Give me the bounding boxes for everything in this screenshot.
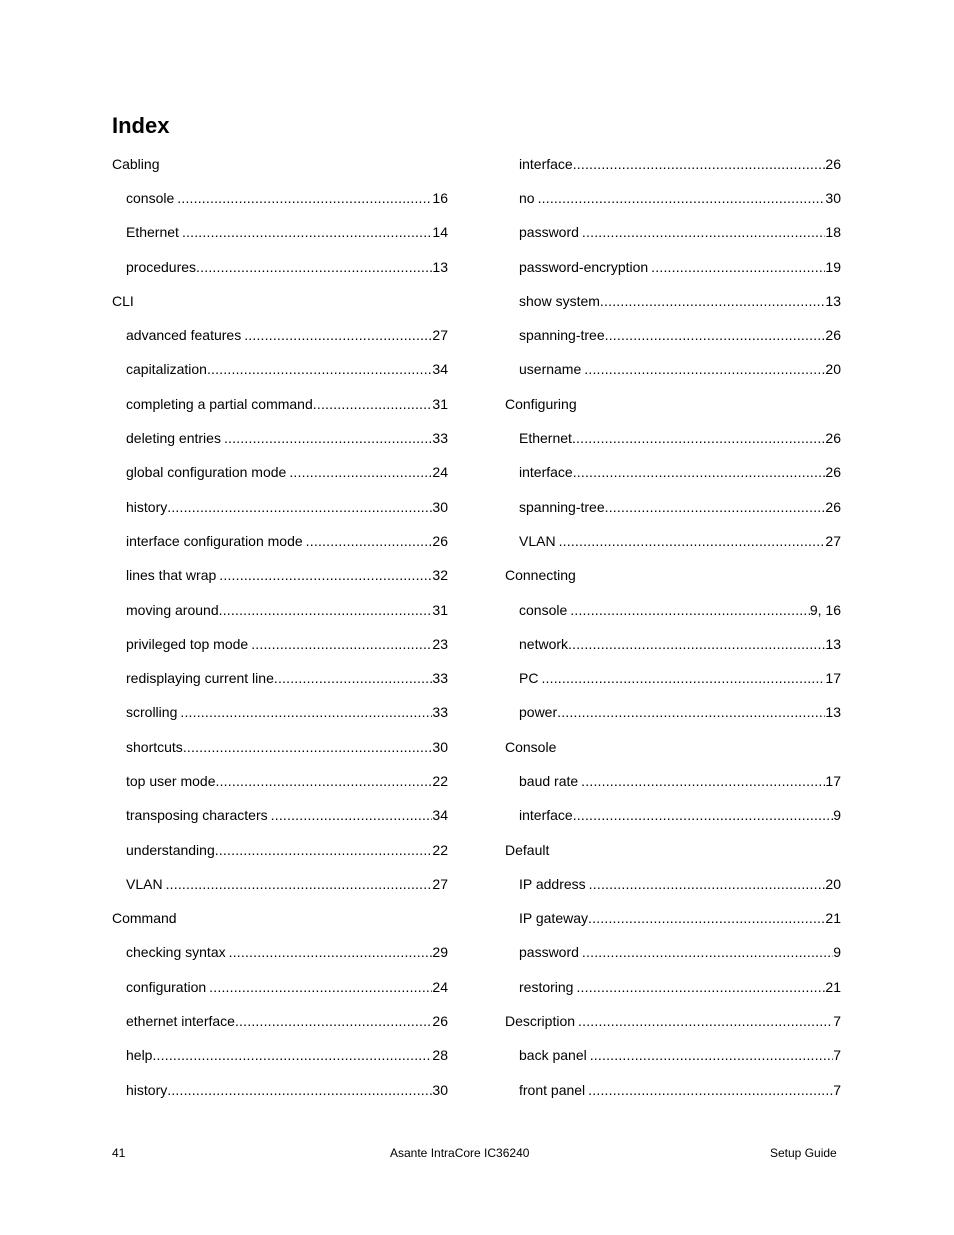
entry-label: deleting entries — [126, 430, 221, 447]
entry-page-number: 27 — [825, 532, 841, 549]
index-column-right — [505, 147, 841, 1107]
index-subentry — [505, 421, 841, 455]
dot-leader — [573, 156, 826, 173]
entry-label: network — [519, 635, 569, 652]
entry-label: interface — [519, 464, 573, 481]
index-subentry — [112, 1004, 448, 1038]
entry-page-number: 26 — [825, 464, 841, 481]
dot-leader — [268, 807, 433, 824]
index-subentry — [112, 524, 448, 558]
index-subentry — [505, 284, 841, 318]
entry-label: IP address — [519, 875, 586, 892]
index-subentry — [112, 593, 448, 627]
dot-leader — [648, 259, 825, 276]
index-subentry — [112, 661, 448, 695]
dot-leader — [572, 430, 825, 447]
entry-page-number: 29 — [432, 944, 448, 961]
entry-page-number: 9, 16 — [809, 601, 841, 618]
dot-leader — [152, 1047, 432, 1064]
entry-label: advanced features — [126, 327, 242, 344]
entry-label: completing a partial command — [126, 395, 313, 412]
dot-leader — [179, 224, 432, 241]
dot-leader — [174, 190, 432, 207]
entry-label: CLI — [112, 292, 134, 309]
entry-label: moving around — [126, 601, 219, 618]
entry-label: scrolling — [126, 704, 178, 721]
dot-leader — [303, 533, 433, 550]
entry-label: VLAN — [126, 875, 163, 892]
dot-leader — [241, 327, 432, 344]
entry-label: shortcuts — [126, 738, 183, 755]
dot-leader — [274, 670, 433, 687]
index-subentry — [112, 867, 448, 901]
entry-page-number: 27 — [432, 875, 448, 892]
index-entry — [505, 1004, 841, 1038]
index-subentry — [112, 559, 448, 593]
entry-label: console — [519, 601, 568, 618]
entry-label: interface — [519, 807, 573, 824]
dot-leader — [226, 944, 433, 961]
index-subentry — [505, 764, 841, 798]
entry-label: transposing characters — [126, 807, 268, 824]
entry-page-number: 22 — [432, 772, 448, 789]
entry-page-number: 18 — [825, 224, 841, 241]
entry-label: password — [519, 944, 579, 961]
entry-page-number: 17 — [825, 772, 841, 789]
dot-leader — [588, 910, 825, 927]
dot-leader — [248, 636, 432, 653]
entry-label: global configuration mode — [126, 464, 287, 481]
entry-page-number: 33 — [432, 430, 448, 447]
entry-label: Command — [112, 910, 177, 927]
index-subentry — [505, 627, 841, 661]
index-subentry — [112, 970, 448, 1004]
index-subentry — [505, 524, 841, 558]
entry-page-number: 7 — [833, 1081, 841, 1098]
entry-page-number: 27 — [432, 327, 448, 344]
index-subentry — [505, 147, 841, 181]
index-subentry — [112, 627, 448, 661]
entry-label: Configuring — [505, 395, 577, 412]
index-column-left — [112, 147, 448, 1107]
entry-page-number: 33 — [432, 670, 448, 687]
entry-label: interface configuration mode — [126, 532, 303, 549]
footer-document-name: Setup Guide — [770, 1146, 837, 1160]
index-entry — [505, 387, 841, 421]
dot-leader — [573, 464, 826, 481]
dot-leader — [206, 979, 432, 996]
entry-page-number: 20 — [825, 875, 841, 892]
dot-leader — [557, 704, 825, 721]
index-subentry — [112, 833, 448, 867]
entry-page-number: 32 — [432, 567, 448, 584]
dot-leader — [567, 602, 810, 619]
index-subentry — [112, 799, 448, 833]
entry-page-number: 26 — [432, 532, 448, 549]
entry-label: Description — [505, 1013, 576, 1030]
entry-label: show system — [519, 292, 600, 309]
entry-page-number: 30 — [825, 189, 841, 206]
entry-page-number: 26 — [825, 498, 841, 515]
dot-leader — [573, 807, 834, 824]
entry-page-number: 28 — [432, 1047, 448, 1064]
entry-page-number: 19 — [825, 258, 841, 275]
entry-label: lines that wrap — [126, 567, 217, 584]
entry-page-number: 14 — [432, 224, 448, 241]
entry-label: password — [519, 224, 579, 241]
entry-page-number: 13 — [825, 704, 841, 721]
index-subentry — [505, 902, 841, 936]
index-subentry — [505, 593, 841, 627]
dot-leader — [575, 1013, 833, 1030]
entry-label: back panel — [519, 1047, 587, 1064]
dot-leader — [587, 1047, 833, 1064]
index-subentry — [112, 216, 448, 250]
entry-label: redisplaying current line — [126, 670, 274, 687]
dot-leader — [573, 979, 825, 996]
entry-label: IP gateway — [519, 910, 589, 927]
index-entry — [505, 730, 841, 764]
entry-label: Ethernet — [519, 430, 572, 447]
entry-label: spanning-tree — [519, 498, 605, 515]
entry-page-number: 30 — [432, 738, 448, 755]
dot-leader — [600, 293, 826, 310]
dot-leader — [535, 190, 826, 207]
index-subentry — [112, 250, 448, 284]
index-subentry — [112, 181, 448, 215]
page-title: Index — [112, 113, 170, 138]
entry-label: capitalization — [126, 361, 207, 378]
entry-label: spanning-tree — [519, 327, 605, 344]
entry-label: procedures — [126, 258, 197, 275]
entry-page-number: 7 — [833, 1047, 841, 1064]
footer-page-number: 41 — [112, 1146, 126, 1160]
dot-leader — [167, 1082, 432, 1099]
dot-leader — [286, 464, 432, 481]
entry-page-number: 13 — [825, 635, 841, 652]
entry-label: Cabling — [112, 155, 160, 172]
index-entry — [112, 902, 448, 936]
entry-page-number: 26 — [432, 1013, 448, 1030]
entry-label: history — [126, 498, 168, 515]
dot-leader — [235, 1013, 432, 1030]
entry-label: configuration — [126, 978, 207, 995]
dot-leader — [605, 499, 826, 516]
index-subentry — [112, 936, 448, 970]
entry-label: interface — [519, 155, 573, 172]
index-subentry — [112, 1073, 448, 1107]
dot-leader — [163, 876, 433, 893]
index-entry — [112, 284, 448, 318]
entry-label: understanding — [126, 841, 215, 858]
entry-label: Console — [505, 738, 557, 755]
index-subentry — [505, 1073, 841, 1107]
index-subentry — [505, 353, 841, 387]
dot-leader — [585, 1082, 833, 1099]
entry-page-number: 34 — [432, 361, 448, 378]
entry-page-number: 24 — [432, 464, 448, 481]
dot-leader — [207, 361, 432, 378]
entry-page-number: 30 — [432, 1081, 448, 1098]
entry-label: front panel — [519, 1081, 586, 1098]
entry-page-number: 31 — [432, 601, 448, 618]
index-subentry — [112, 764, 448, 798]
index-subentry — [112, 730, 448, 764]
entry-label: password-encryption — [519, 258, 649, 275]
index-subentry — [505, 867, 841, 901]
entry-page-number: 9 — [833, 944, 841, 961]
dot-leader — [216, 567, 432, 584]
index-subentry — [505, 318, 841, 352]
entry-page-number: 22 — [432, 841, 448, 858]
dot-leader — [177, 704, 432, 721]
dot-leader — [568, 636, 825, 653]
index-entry — [505, 559, 841, 593]
entry-label: help — [126, 1047, 153, 1064]
dot-leader — [219, 602, 433, 619]
entry-page-number: 13 — [432, 258, 448, 275]
entry-page-number: 30 — [432, 498, 448, 515]
dot-leader — [586, 876, 826, 893]
index-subentry — [505, 216, 841, 250]
entry-label: PC — [519, 670, 539, 687]
entry-label: top user mode — [126, 772, 216, 789]
index-subentry — [505, 490, 841, 524]
entry-page-number: 24 — [432, 978, 448, 995]
entry-label: VLAN — [519, 532, 556, 549]
dot-leader — [167, 499, 432, 516]
entry-page-number: 13 — [825, 292, 841, 309]
index-subentry — [505, 1039, 841, 1073]
entry-page-number: 7 — [833, 1013, 841, 1030]
index-subentry — [112, 456, 448, 490]
entry-page-number: 20 — [825, 361, 841, 378]
entry-label: power — [519, 704, 558, 721]
entry-label: baud rate — [519, 772, 579, 789]
entry-label: ethernet interface — [126, 1013, 235, 1030]
index-subentry — [112, 353, 448, 387]
entry-page-number: 26 — [825, 327, 841, 344]
entry-page-number: 23 — [432, 635, 448, 652]
index-subentry — [112, 490, 448, 524]
entry-page-number: 33 — [432, 704, 448, 721]
footer-product-name: Asante IntraCore IC36240 — [390, 1146, 530, 1160]
entry-page-number: 21 — [825, 910, 841, 927]
entry-page-number: 21 — [825, 978, 841, 995]
dot-leader — [538, 670, 825, 687]
dot-leader — [313, 396, 433, 413]
entry-label: console — [126, 189, 175, 206]
index-subentry — [505, 181, 841, 215]
entry-label: Default — [505, 841, 550, 858]
entry-page-number: 26 — [825, 430, 841, 447]
dot-leader — [605, 327, 826, 344]
entry-page-number: 31 — [432, 395, 448, 412]
index-subentry — [505, 936, 841, 970]
index-entry — [505, 833, 841, 867]
dot-leader — [183, 739, 433, 756]
entry-page-number: 17 — [825, 670, 841, 687]
dot-leader — [221, 430, 432, 447]
entry-page-number: 26 — [825, 155, 841, 172]
index-subentry — [112, 318, 448, 352]
entry-page-number: 9 — [833, 807, 841, 824]
index-subentry — [505, 696, 841, 730]
dot-leader — [216, 773, 433, 790]
dot-leader — [578, 773, 825, 790]
index-subentry — [505, 250, 841, 284]
index-subentry — [112, 387, 448, 421]
entry-label: privileged top mode — [126, 635, 249, 652]
index-subentry — [112, 696, 448, 730]
entry-page-number: 16 — [432, 189, 448, 206]
entry-label: no — [519, 189, 535, 206]
entry-label: username — [519, 361, 582, 378]
dot-leader — [579, 944, 833, 961]
dot-leader — [581, 361, 825, 378]
index-subentry — [505, 970, 841, 1004]
entry-label: Connecting — [505, 567, 576, 584]
index-subentry — [505, 799, 841, 833]
entry-label: Ethernet — [126, 224, 179, 241]
index-subentry — [112, 421, 448, 455]
entry-label: restoring — [519, 978, 574, 995]
dot-leader — [556, 533, 826, 550]
index-entry — [112, 147, 448, 181]
entry-label: checking syntax — [126, 944, 226, 961]
index-subentry — [505, 661, 841, 695]
index-subentry — [112, 1039, 448, 1073]
entry-page-number: 34 — [432, 807, 448, 824]
entry-label: history — [126, 1081, 168, 1098]
dot-leader — [196, 259, 432, 276]
dot-leader — [579, 224, 826, 241]
index-subentry — [505, 456, 841, 490]
dot-leader — [215, 842, 433, 859]
